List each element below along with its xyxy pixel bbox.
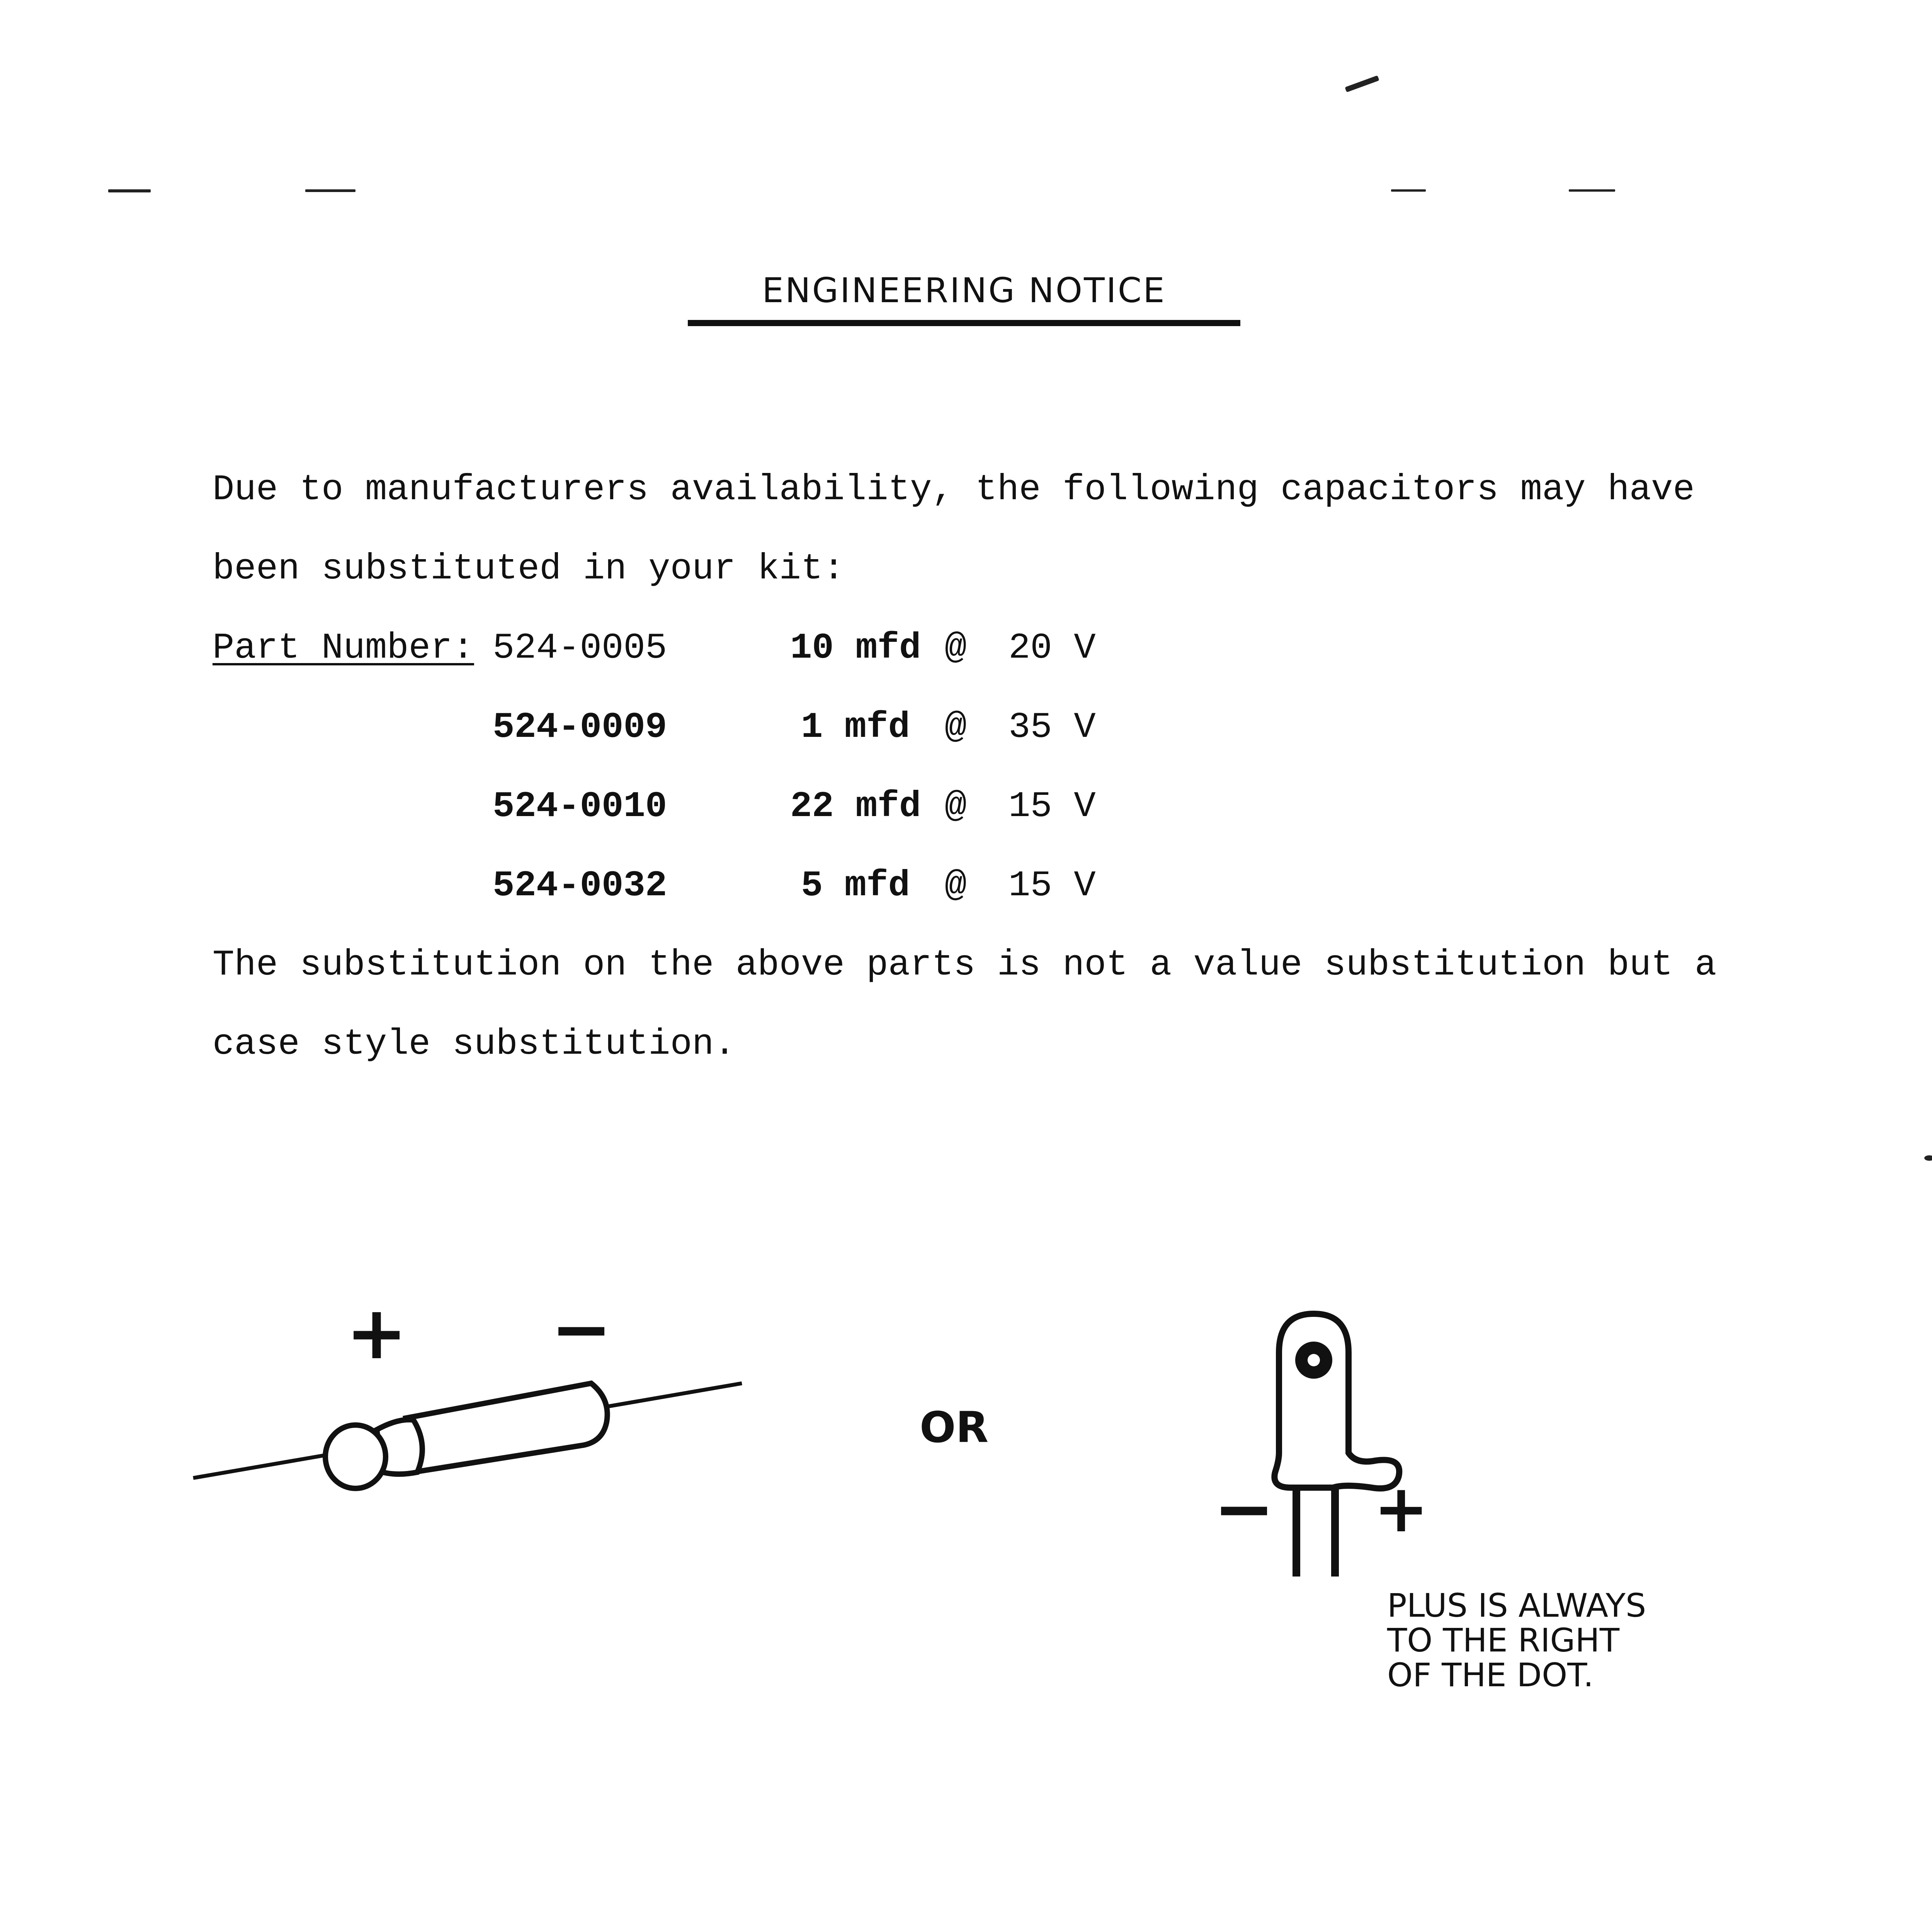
part-value: 5 mfd <box>801 866 910 906</box>
radial-capacitor-body <box>1274 1314 1399 1488</box>
or-label: OR <box>920 1403 989 1452</box>
part-voltage: 15 V <box>1009 866 1096 906</box>
axial-plus-sign: + <box>346 1290 408 1376</box>
part-voltage: 20 V <box>1009 628 1096 669</box>
part-number-label: Part Number: <box>213 628 474 669</box>
radial-capacitor-drawing <box>1256 1306 1426 1592</box>
part-number: 524-0009 <box>493 707 667 748</box>
axial-capacitor-end-cap <box>325 1425 386 1488</box>
polarity-note-line-2: TO THE RIGHT <box>1387 1621 1620 1659</box>
intro-line-2 <box>213 549 845 590</box>
radial-minus-sign: − <box>1213 1466 1275 1551</box>
scan-speck <box>108 189 151 192</box>
part-number: 524-0005 <box>493 628 667 669</box>
axial-capacitor-drawing <box>182 1302 753 1503</box>
title-underline <box>688 320 1240 326</box>
closing-text-2: case style substitution. <box>213 1024 736 1065</box>
part-at: @ <box>945 786 967 827</box>
scan-speck <box>1569 189 1615 192</box>
intro-line-1 <box>213 469 1695 510</box>
scan-speck <box>1391 189 1426 192</box>
part-at: @ <box>945 707 967 748</box>
polarity-note-line-3: OF THE DOT. <box>1387 1656 1594 1694</box>
scan-speck <box>305 189 355 192</box>
scan-speck <box>1924 1155 1932 1161</box>
intro-text-1: Due to manufacturers availability, the following capacitors may have <box>213 469 1695 510</box>
polarity-note-line-1: PLUS IS ALWAYS <box>1387 1587 1646 1624</box>
axial-capacitor-body <box>406 1383 607 1472</box>
part-value: 22 mfd <box>790 786 921 827</box>
notice-title: ENGINEERING NOTICE <box>762 270 1166 310</box>
closing-text-1: The substitution on the above parts is not a value substitution but a <box>213 945 1717 986</box>
part-voltage: 15 V <box>1009 786 1096 827</box>
part-value: 10 mfd <box>790 628 921 669</box>
part-voltage: 35 V <box>1009 707 1096 748</box>
closing-line-1 <box>213 945 1716 986</box>
part-number: 524-0010 <box>493 786 667 827</box>
part-at: @ <box>945 628 967 669</box>
part-number: 524-0032 <box>493 866 667 906</box>
scan-speck <box>1345 75 1379 92</box>
axial-minus-sign: − <box>551 1286 612 1372</box>
closing-line-2 <box>213 1024 736 1065</box>
radial-plus-sign: + <box>1374 1471 1429 1547</box>
part-at: @ <box>945 866 967 906</box>
intro-text-2: been substituted in your kit: <box>213 549 845 590</box>
part-value: 1 mfd <box>801 707 910 748</box>
